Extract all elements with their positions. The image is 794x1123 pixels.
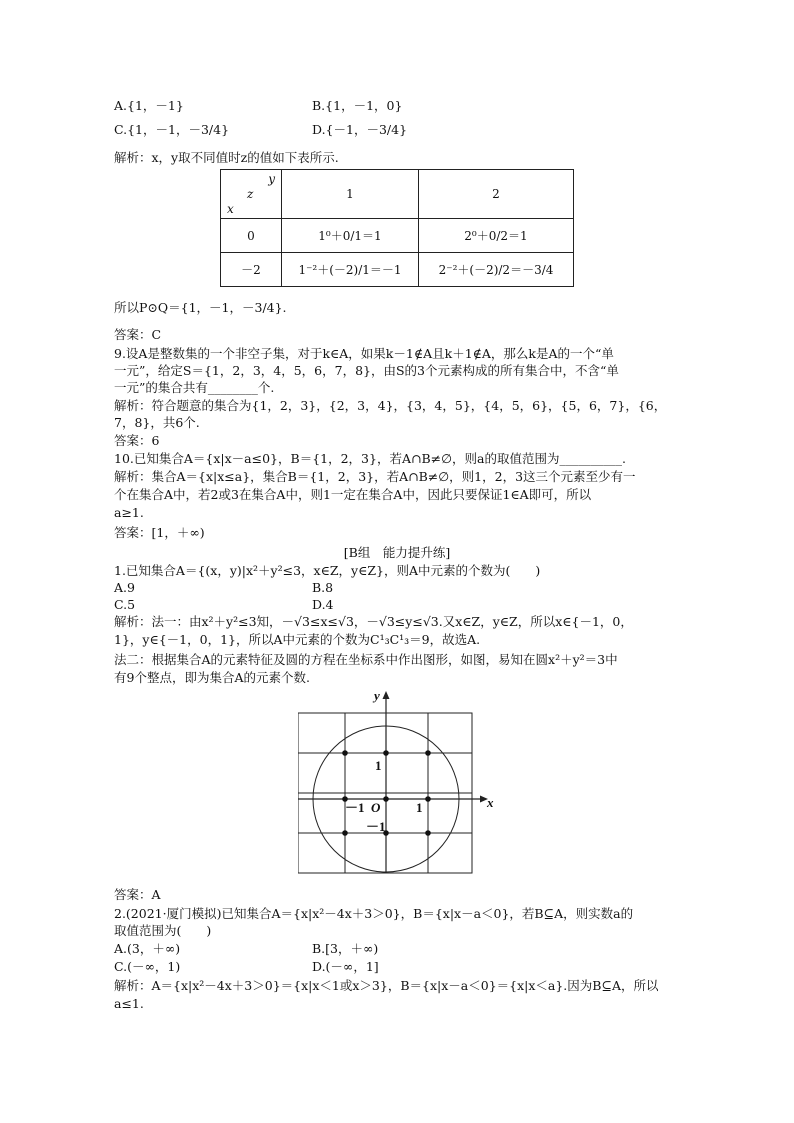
table-cell: 1⁰＋0/1＝1 (282, 219, 419, 253)
corner-y-label: y (268, 172, 275, 186)
q10-analysis-line2: 个在集合A中，若2或3在集合A中，则1一定在集合A中，因此只要保证1∈A即可，所以 (114, 487, 592, 502)
y-tick-negative: －1 (366, 819, 386, 834)
b2-option-b: B.[3，＋∞) (312, 941, 379, 956)
q9-answer: 答案：6 (114, 433, 160, 448)
section-b-heading: [B组 能力提升练] (343, 545, 451, 560)
b1-answer: 答案：A (114, 887, 161, 902)
lattice-point (425, 750, 431, 756)
q8-option-c: C.{1，－1，－3/4} (114, 122, 230, 137)
b2-stem-line1: 2.(2021·厦门模拟)已知集合A＝{x|x²－4x＋3＞0}，B＝{x|x－a＜0}，若B⊆A，则实数a的 (114, 906, 634, 921)
y-tick-positive: 1 (375, 758, 382, 773)
b1-option-c: C.5 (114, 597, 136, 612)
b2-stem-line2: 取值范围为( ) (114, 923, 212, 938)
x-axis-label: x (487, 795, 494, 810)
q8-option-b: B.{1，－1，0} (312, 98, 403, 113)
table-row (221, 253, 574, 287)
table-cell: 2⁰＋0/2＝1 (419, 219, 574, 253)
q9-stem-line3: 一元”的集合共有________个. (114, 380, 275, 395)
y-axis-arrow-icon (383, 691, 390, 699)
x-tick-negative: －1 (345, 800, 365, 815)
b1-option-a: A.9 (114, 580, 135, 595)
lattice-point (425, 796, 431, 802)
q9-stem-line2: 一元”，给定S＝{1，2，3，4，5，6，7，8}，由S的3个元素构成的所有集合中，不含“单 (114, 363, 619, 378)
b2-option-a: A.(3，＋∞) (114, 941, 181, 956)
lattice-point (425, 830, 431, 836)
b1-method1-line1: 解析：法一：由x²＋y²≤3知，－√3≤x≤√3，－√3≤y≤√3.又x∈Z，y∈Z，所以x∈{－1，0， (114, 614, 633, 629)
table-header-col1: 1 (282, 170, 419, 219)
q10-stem: 10.已知集合A＝{x|x－a≤0}，B＝{1，2，3}，若A∩B≠∅，则a的取值范围为__________. (114, 451, 626, 466)
lattice-circle-figure (298, 688, 498, 878)
corner-x-label: x (227, 202, 234, 216)
b2-analysis-line2: a≤1. (114, 996, 144, 1011)
lattice-point (342, 830, 348, 836)
origin-label: O (371, 800, 381, 815)
q10-analysis-line1: 解析：集合A＝{x|x≤a}，集合B＝{1，2，3}，若A∩B≠∅，则1，2，3这三个元素至少有一 (114, 469, 636, 484)
q9-analysis-line2: 7，8}，共6个. (114, 415, 200, 430)
q8-answer: 答案：C (114, 327, 162, 342)
lattice-point (342, 750, 348, 756)
b1-method1-line2: 1}，y∈{－1，0，1}，所以A中元素的个数为C¹₃C¹₃＝9，故选A. (114, 632, 481, 647)
q8-option-d: D.{－1，－3/4} (312, 122, 408, 137)
grid-lines (298, 713, 472, 873)
table-cell: 2⁻²＋(－2)/2＝－3/4 (419, 253, 574, 287)
q10-analysis-line3: a≥1. (114, 505, 144, 520)
lattice-point (383, 750, 389, 756)
q8-conclusion: 所以P⊙Q＝{1，－1，－3/4}. (114, 300, 287, 315)
corner-z-label: z (247, 187, 254, 201)
q8-analysis: 解析：x，y取不同值时z的值如下表所示. (114, 150, 339, 165)
table-cell-x: 0 (221, 219, 282, 253)
table-row (221, 219, 574, 253)
q9-stem-line1: 9.设A是整数集的一个非空子集，对于k∈A，如果k－1∉A且k＋1∉A，那么k是A的一个“单 (114, 346, 614, 361)
table-header-col2: 2 (419, 170, 574, 219)
value-table (220, 169, 574, 287)
b1-option-b: B.8 (312, 580, 334, 595)
b1-method2-line2: 有9个整点，即为集合A的元素个数. (114, 670, 310, 685)
table-corner (221, 170, 282, 219)
b2-option-c: C.(－∞，1) (114, 959, 181, 974)
b1-option-d: D.4 (312, 597, 334, 612)
lattice-point (383, 796, 389, 802)
b2-analysis-line1: 解析：A＝{x|x²－4x＋3＞0}＝{x|x＜1或x＞3}，B＝{x|x－a＜0}＝{x|x＜a}.因为B⊆A，所以 (114, 978, 659, 993)
b1-method2-line1: 法二：根据集合A的元素特征及圆的方程在坐标系中作出图形，如图，易知在圆x²＋y²＝3中 (114, 652, 618, 667)
q8-option-a: A.{1，－1} (114, 98, 184, 113)
x-tick-positive: 1 (416, 800, 423, 815)
b2-option-d: D.(－∞，1] (312, 959, 379, 974)
table-cell-x: －2 (221, 253, 282, 287)
b1-stem: 1.已知集合A＝{(x，y)|x²＋y²≤3，x∈Z，y∈Z}，则A中元素的个数为( ) (114, 563, 541, 578)
q9-analysis-line1: 解析：符合题意的集合为{1，2，3}，{2，3，4}，{3，4，5}，{4，5，6}，{5，6，7}，{6， (114, 398, 667, 413)
y-axis-label: y (374, 688, 380, 703)
table-cell: 1⁻²＋(－2)/1＝－1 (282, 253, 419, 287)
q10-answer: 答案：[1，＋∞) (114, 525, 205, 540)
